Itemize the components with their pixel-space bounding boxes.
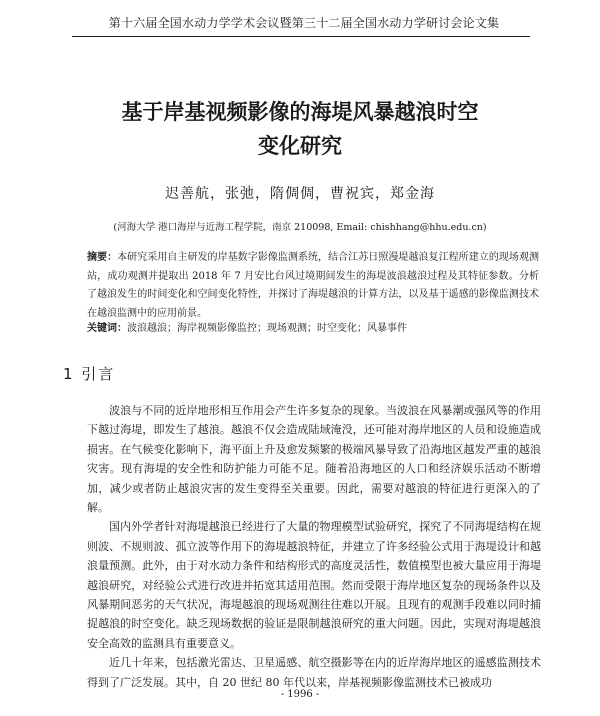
- section-heading-introduction: 1 引言: [63, 365, 116, 383]
- abstract-label: 摘要：: [87, 252, 118, 263]
- keywords-label: 关键词：: [87, 323, 127, 334]
- abstract-text: 本研究采用自主研发的岸基数字影像监测系统，结合江苏日照漫堤越浪复江程所建立的现场观测站，成功观测并提取出 2018 年 7 月安比台风过境期间发生的海堤波浪越浪过程及其特征参数。分析了越浪发生的时间变化和空间变化特性，并探讨了海堤越浪的计算方法，以及基于遥感的影像监测技术在越浪监测中的应用前景。: [87, 252, 540, 319]
- body-paragraph: 近几十年来，包括激光雷达、卫星遥感、航空摄影等在内的近岸海岸地区的遥感监测技术得到了广泛发展。其中，自 20 世纪 80 年代以来，岸基视频影像监测技术已被成功: [87, 656, 541, 689]
- body-paragraph: 国内外学者针对海堤越浪已经进行了大量的物理模型试验研究，探究了不同海堤结构在规则波、不规则波、孤立波等作用下的海堤越浪特征，并建立了许多经验公式用于海堤设计和越浪量预测。此外，由于对水动力条件和结构形式的高度灵活性，数值模型也被大量应用于海堤越浪研究，对经验公式进行改进并拓宽其适用范围。然而受限于海岸地区复杂的现场条件以及风暴期间恶劣的天气状况，海堤越浪的现场观测往往难以开展。且现有的观测手段难以同时捕捉越浪的时空变化。缺乏现场数据的验证是限制越浪研究的重大问题。因此，实现对海堤越浪安全高效的监测具有重要意义。: [87, 520, 541, 650]
- page-number: - 1996 -: [280, 689, 320, 700]
- body-text: [87, 401, 541, 692]
- paper-title: [60, 95, 540, 163]
- body-paragraph: 波浪与不同的近岸地形相互作用会产生许多复杂的现象。当波浪在风暴潮或强风等的作用下越过海堤，即发生了越浪。越浪不仅会造成陆域淹没，还可能对海岸地区的人员和设施造成损害。在气候变化影响下，海平面上升及愈发频繁的极端风暴导致了沿海地区越发严重的越浪灾害。现有海堤的安全性和防护能力可能不足。随着沿海地区的人口和经济娱乐活动不断增加，减少或者防止越浪灾害的发生变得至关重要。因此，需要对越浪的特征进行更深入的了解。: [87, 404, 541, 515]
- paper-title-line-1: 基于岸基视频影像的海堤风暴越浪时空: [121, 100, 479, 124]
- paper-title-line-2: 变化研究: [258, 134, 342, 158]
- keywords-text: 波浪越浪；海岸视频影像监控；现场观测；时空变化；风暴事件: [127, 323, 407, 334]
- affiliation: (河海大学 港口海岸与近海工程学院，南京 210098, Email: chishhang@hhu.edu.cn): [113, 222, 487, 233]
- header-rule: [72, 36, 530, 37]
- keywords: [87, 320, 539, 338]
- abstract: [87, 249, 539, 323]
- author-list: 迟善航，张弛，隋倜倜，曹祝宾，郑金海: [165, 186, 435, 202]
- running-header: 第十六届全国水动力学学术会议暨第三十二届全国水动力学研讨会论文集: [108, 16, 500, 30]
